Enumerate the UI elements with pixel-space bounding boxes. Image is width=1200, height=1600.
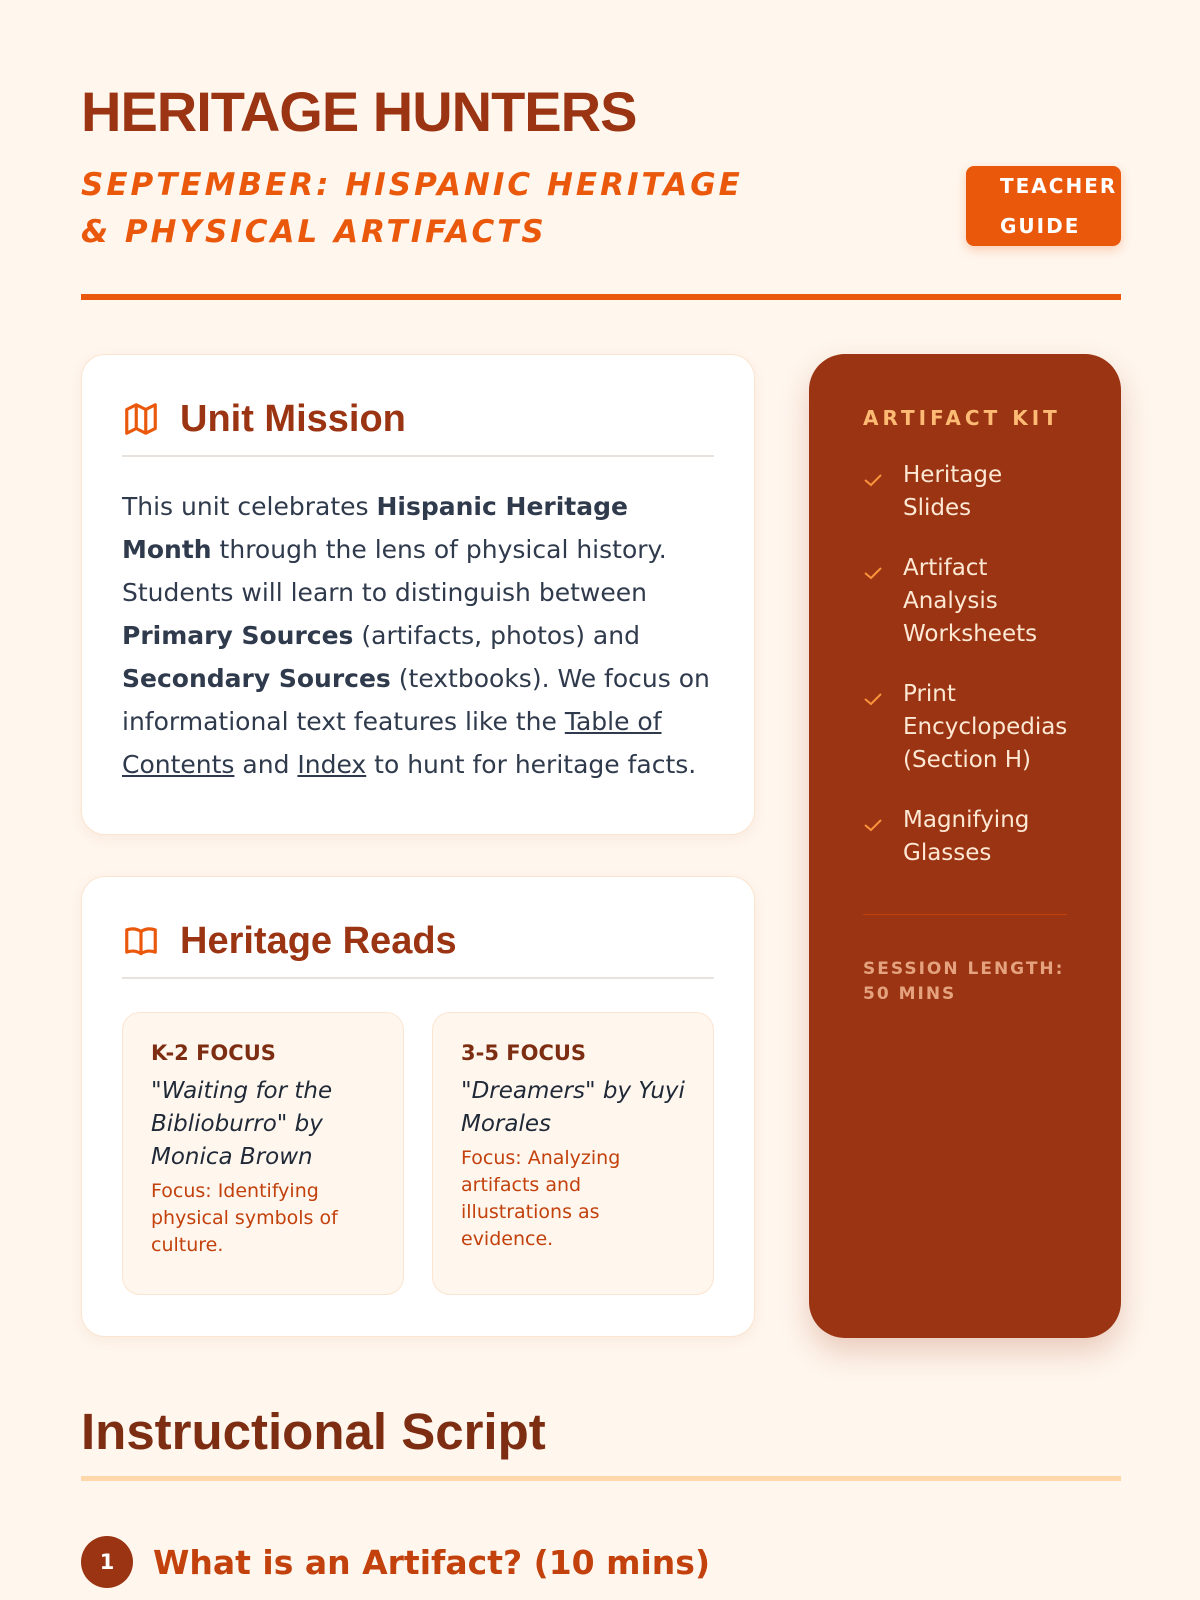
- instructional-script-title: Instructional Script: [81, 1403, 546, 1460]
- read-3-5-focus: Focus: Analyzing artifacts and illustrations as evidence.: [461, 1147, 621, 1250]
- read-k2-label: K-2 FOCUS: [151, 1041, 276, 1065]
- check-icon: [863, 804, 883, 870]
- heritage-reads-header: [122, 917, 714, 979]
- teacher-guide-page: [81, 0, 1121, 1600]
- unit-mission-header: [122, 395, 714, 457]
- check-icon: [863, 678, 883, 777]
- highlight-secondary-sources: Secondary Sources: [122, 664, 391, 693]
- kit-item-encyclopedias: [863, 678, 1073, 777]
- kit-item-label: Magnifying Glasses: [903, 807, 1030, 866]
- script-step-1: [81, 1536, 710, 1588]
- artifact-kit-list: [863, 459, 1073, 897]
- book-icon: [122, 922, 160, 960]
- unit-mission-title: Unit Mission: [180, 397, 406, 440]
- page-subtitle: SEPTEMBER: HISPANIC HERITAGE & PHYSICAL ARTIFACTS: [81, 167, 743, 250]
- kit-item-label: Artifact Analysis Worksheets: [903, 555, 1038, 647]
- read-k2-focus: Focus: Identifying physical symbols of culture.: [151, 1180, 338, 1256]
- script-divider: [81, 1476, 1121, 1481]
- kit-item-magnifying-glasses: [863, 804, 1073, 870]
- read-3-5: [432, 1012, 714, 1295]
- kit-item-worksheets: [863, 552, 1073, 651]
- highlight-primary-sources: Primary Sources: [122, 621, 354, 650]
- map-icon: [122, 400, 160, 438]
- artifact-kit-title: ARTIFACT KIT: [863, 406, 1061, 430]
- term-index: Index: [297, 750, 367, 779]
- header-divider: [81, 294, 1121, 300]
- kit-item-label: Print Encyclopedias (Section H): [903, 681, 1068, 773]
- check-icon: [863, 459, 883, 525]
- artifact-kit-divider: [863, 914, 1067, 915]
- read-3-5-label: 3-5 FOCUS: [461, 1041, 587, 1065]
- unit-mission-card: [81, 354, 755, 835]
- teacher-guide-badge: TEACHER GUIDE: [966, 166, 1121, 246]
- page-title: HERITAGE HUNTERS: [81, 80, 637, 143]
- step-number-badge: 1: [81, 1536, 133, 1588]
- heritage-reads-card: [81, 876, 755, 1337]
- kit-item-label: Heritage Slides: [903, 462, 1003, 521]
- heritage-reads-title: Heritage Reads: [180, 919, 457, 962]
- read-k2: [122, 1012, 404, 1295]
- check-icon: [863, 552, 883, 651]
- kit-item-heritage-slides: [863, 459, 1073, 525]
- read-k2-book: "Waiting for the Biblioburro" by Monica Brown: [151, 1078, 333, 1170]
- unit-mission-text: This unit celebrates Hispanic Heritage Month through the lens of physical history. Students will learn to distinguish between Primary Sources (artifacts, photos) and Secondary Sources (textbooks). We focus on informational text features like the Table of Contents and Index to hunt for heritage facts.: [122, 492, 710, 779]
- step-title: What is an Artifact? (10 mins): [153, 1542, 711, 1582]
- session-length: SESSION LENGTH: 50 MINS: [863, 959, 1065, 1004]
- term-table-of-contents: Table of Contents: [122, 707, 662, 779]
- artifact-kit-panel: [809, 354, 1121, 1338]
- read-3-5-book: "Dreamers" by Yuyi Morales: [461, 1078, 685, 1137]
- highlight-hispanic-heritage-month: Hispanic Heritage Month: [122, 492, 628, 564]
